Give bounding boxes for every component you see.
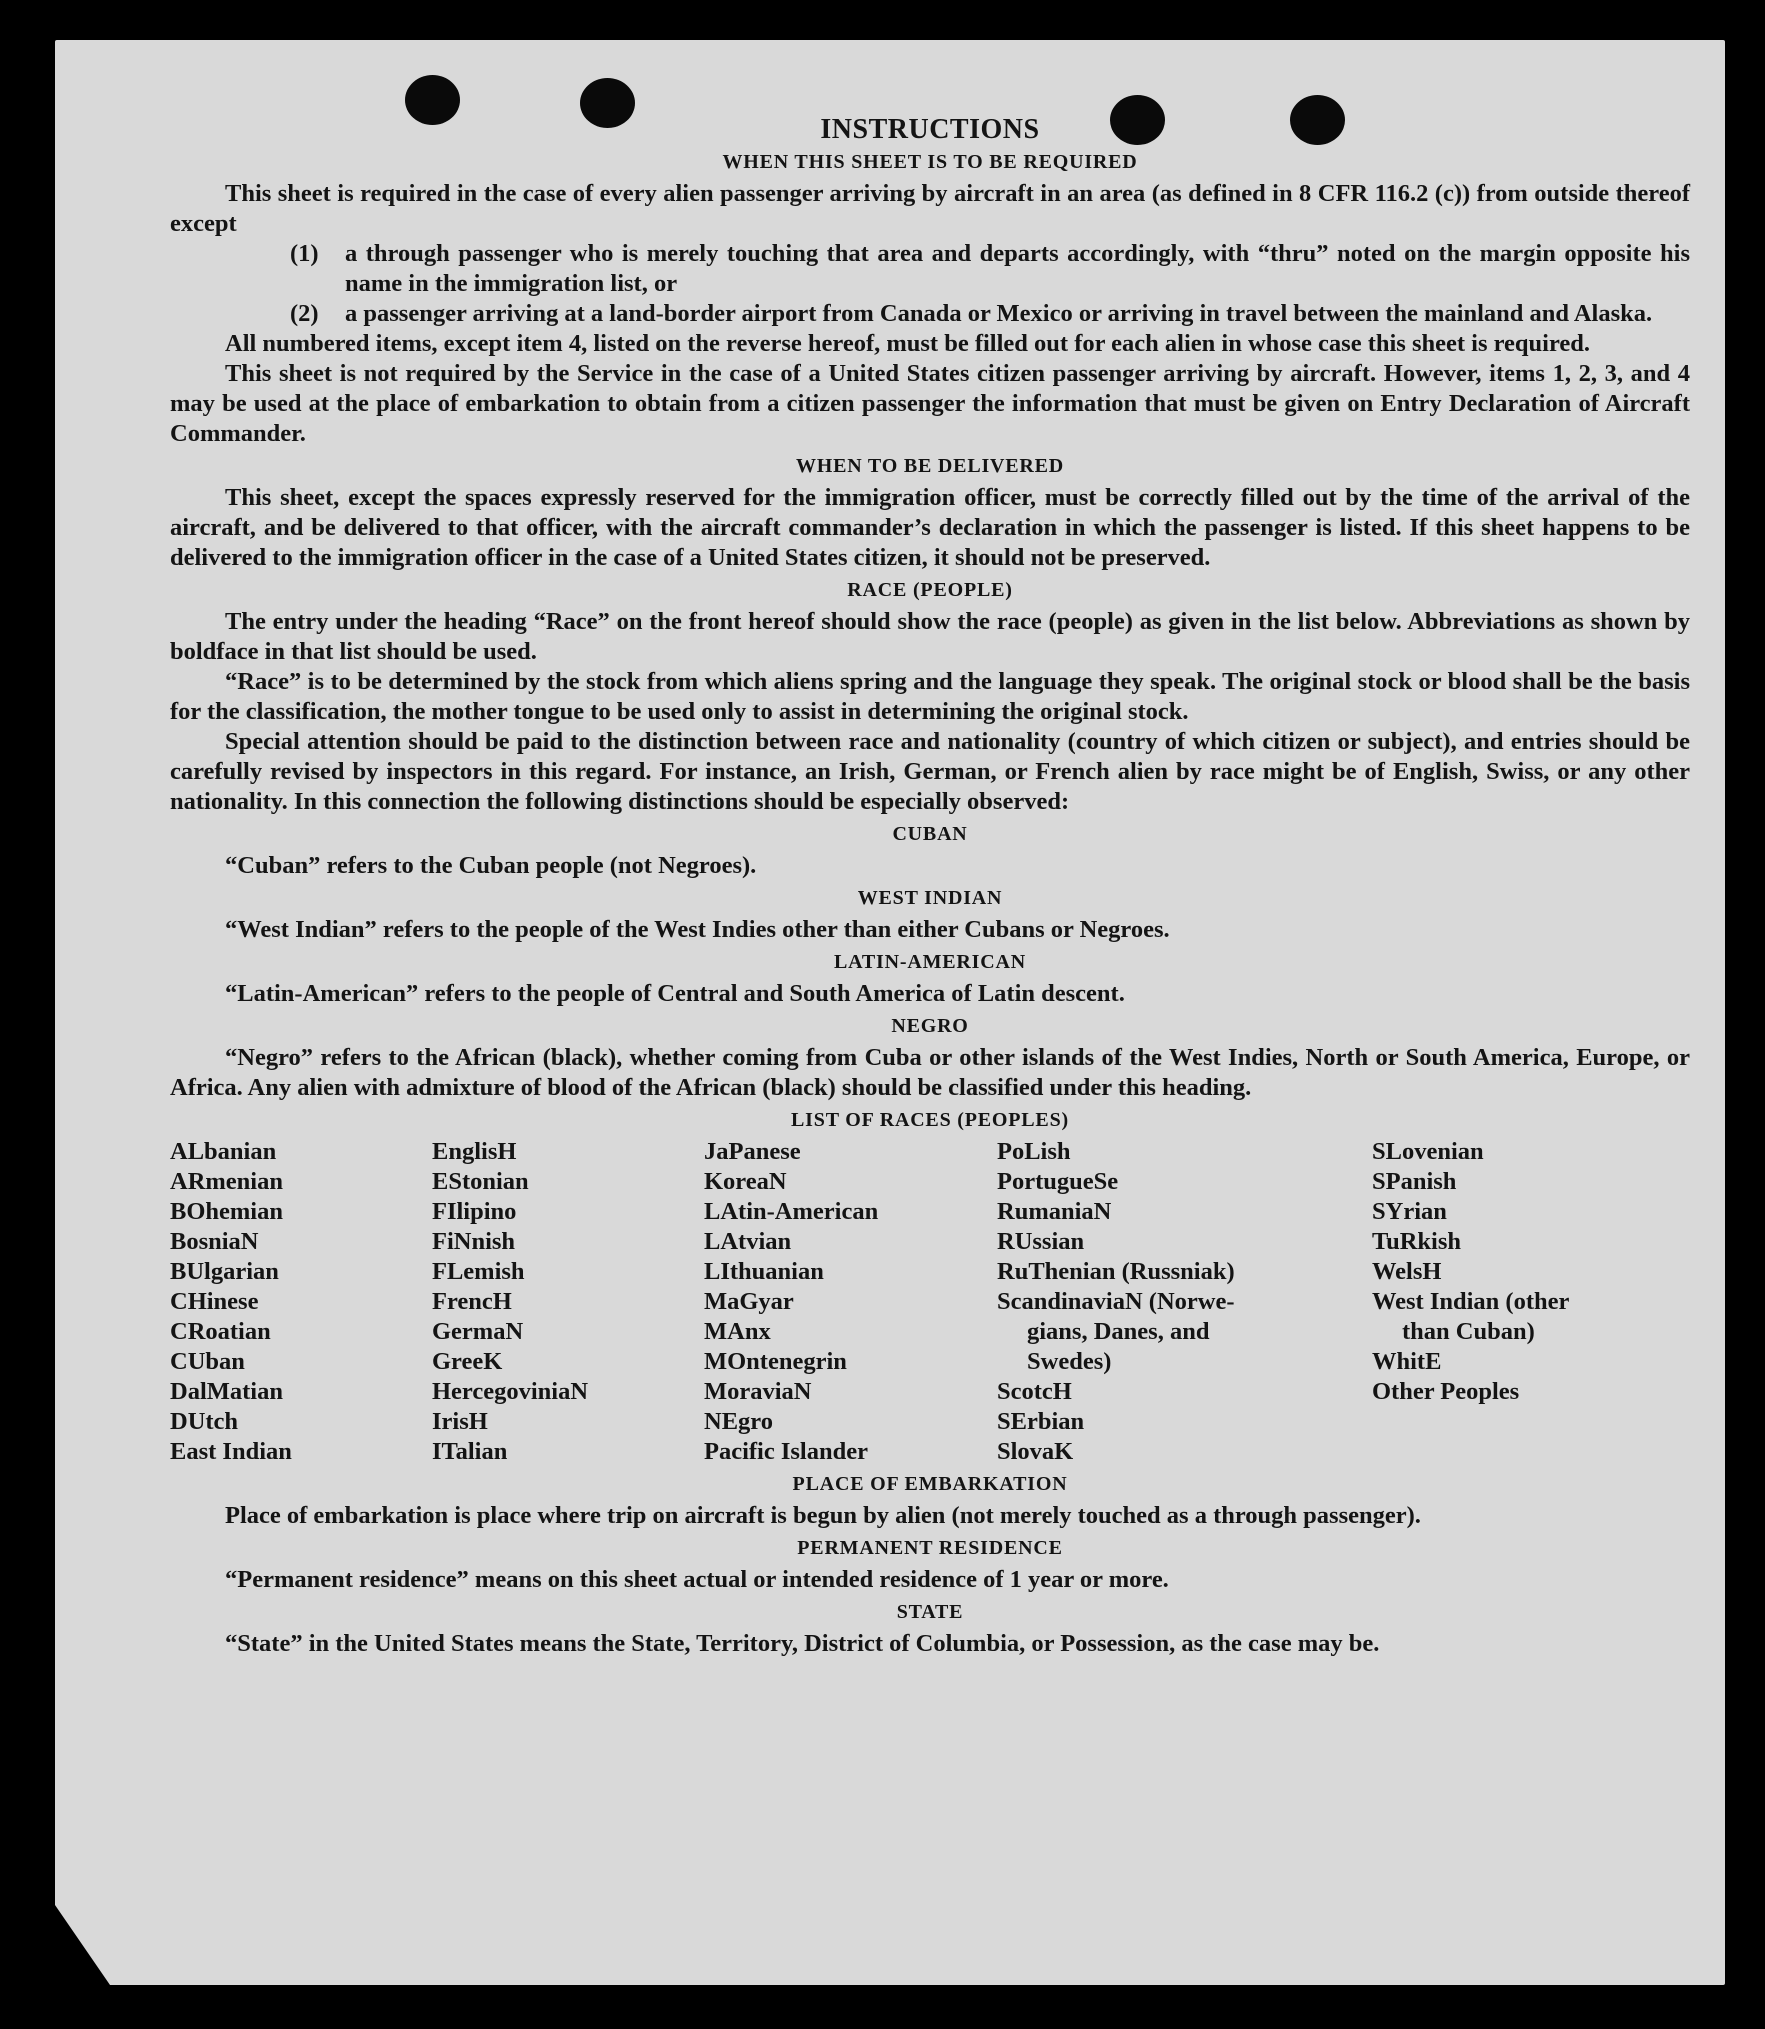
race-entry: SYrian [1372,1198,1447,1225]
race-entry: CRoatian [170,1318,271,1345]
race-entry: WelsH [1372,1258,1442,1285]
instructions-body [170,115,1690,1659]
race-entry: FIlipino [432,1198,517,1225]
race-entry: TuRkish [1372,1228,1462,1255]
race-entry: NEgro [704,1408,773,1435]
paragraph: “Negro” refers to the African (black), whether coming from Cuba or other islands of the West Indies, North or South America, Europe, or Africa. Any alien with admixture of blood of the African (black) should be classified under this heading. [170,1044,1690,1101]
race-entry: PortugueSe [997,1168,1119,1195]
paragraph: “Cuban” refers to the Cuban people (not Negroes). [225,852,757,879]
paragraph: The entry under the heading “Race” on the front hereof should show the race (people) as given in the list below. Abbreviations as shown by boldface in that list should be used. [170,608,1690,665]
race-entry: gians, Danes, and [1027,1318,1210,1345]
race-entry: Swedes) [1027,1348,1112,1375]
section-heading: PLACE OF EMBARKATION [792,1473,1068,1495]
race-entry: LAtvian [704,1228,792,1255]
paragraph: This sheet is required in the case of every alien passenger arriving by aircraft in an area (as defined in 8 CFR 116.2 (c)) from outside thereof except [170,180,1690,237]
item-number: (2) [290,300,319,327]
race-entry: MoraviaN [704,1378,812,1405]
race-entry: HercegoviniaN [432,1378,589,1405]
race-entry: RUssian [997,1228,1085,1255]
race-column [997,1137,1372,1467]
race-entry: CUban [170,1348,245,1375]
section-heading: RACE (PEOPLE) [847,579,1013,601]
race-entry: RumaniaN [997,1198,1112,1225]
race-column [432,1137,704,1467]
race-entry: BOhemian [170,1198,283,1225]
paragraph: “Race” is to be determined by the stock from which aliens spring and the language they speak. The original stock or blood shall be the basis for the classification, the mother tongue to be used only to assist in determining the original stock. [170,668,1690,725]
race-entry: SErbian [997,1408,1085,1435]
race-entry: ITalian [432,1438,508,1465]
section-heading: STATE [896,1601,964,1623]
section-heading: WHEN TO BE DELIVERED [795,455,1065,477]
race-entry: ARmenian [170,1168,283,1195]
race-entry: SlovaK [997,1438,1074,1465]
race-column [170,1137,432,1467]
paragraph: Special attention should be paid to the distinction between race and nationality (country of which citizen or subject), and entries should be carefully revised by inspectors in this regard. For instance, an Irish, German, or French alien by race might be of English, Swiss, or any other nationality. In this connection the following distinctions should be especially observed: [170,728,1690,815]
race-entry: GreeK [432,1348,503,1375]
race-entry: Pacific Islander [704,1438,868,1465]
section-heading: NEGRO [891,1015,969,1037]
race-entry: LAtin-American [704,1198,879,1225]
list-item [170,299,1690,329]
section-heading: LATIN-AMERICAN [834,951,1026,973]
folded-corner [55,1905,110,1985]
item-text: a passenger arriving at a land-border airport from Canada or Mexico or arriving in travel between the mainland and Alaska. [345,300,1653,327]
race-entry: CHinese [170,1288,259,1315]
section-heading: WHEN THIS SHEET IS TO BE REQUIRED [722,151,1138,173]
race-entry: GermaN [432,1318,524,1345]
race-entry: BUlgarian [170,1258,279,1285]
paragraph: “State” in the United States means the State, Territory, District of Columbia, or Possession, as the case may be. [225,1630,1380,1657]
race-entry: WhitE [1372,1348,1442,1375]
paragraph: All numbered items, except item 4, listed on the reverse hereof, must be filled out for each alien in whose case this sheet is required. [225,330,1591,357]
list-item [170,239,1690,299]
race-entry: EnglisH [432,1138,517,1165]
race-entry: ALbanian [170,1138,277,1165]
race-entry: FiNnish [432,1228,516,1255]
race-entry: JaPanese [704,1138,801,1165]
paragraph: “West Indian” refers to the people of the West Indies other than either Cubans or Negroes. [225,916,1170,943]
race-entry: than Cuban) [1402,1318,1535,1345]
paragraph: This sheet is not required by the Service in the case of a United States citizen passenger arriving by aircraft. However, items 1, 2, 3, and 4 may be used at the place of embarkation to obtain from a citizen passenger the information that must be given on Entry Declaration of Aircraft Commander. [170,360,1690,447]
race-entry: BosniaN [170,1228,259,1255]
race-entry: Other Peoples [1372,1378,1520,1405]
section-heading: CUBAN [892,823,968,845]
race-entry: IrisH [432,1408,488,1435]
race-entry: KoreaN [704,1168,787,1195]
race-entry: MaGyar [704,1288,794,1315]
paragraph: This sheet, except the spaces expressly reserved for the immigration officer, must be correctly filled out by the time of the arrival of the aircraft, and be delivered to that officer, with the aircraft commander’s declaration in which the passenger is listed. If this sheet happens to be delivered to the immigration officer in the case of a United States citizen, it should not be preserved. [170,484,1690,571]
item-text: a through passenger who is merely touching that area and departs accordingly, with “thru” noted on the margin opposite his name in the immigration list, or [345,240,1690,297]
race-entry: East Indian [170,1438,292,1465]
race-entry: SPanish [1372,1168,1457,1195]
section-heading: PERMANENT RESIDENCE [797,1537,1063,1559]
paragraph: “Permanent residence” means on this sheet actual or intended residence of 1 year or more. [225,1566,1169,1593]
section-heading: WEST INDIAN [857,887,1003,909]
race-entry: FLemish [432,1258,525,1285]
race-entry: West Indian (other [1372,1288,1570,1315]
race-entry: MAnx [704,1318,771,1345]
race-entry: DalMatian [170,1378,283,1405]
race-list [170,1137,1690,1467]
item-number: (1) [290,240,319,267]
race-entry: ScotcH [997,1378,1072,1405]
paragraph: “Latin-American” refers to the people of Central and South America of Latin descent. [225,980,1125,1007]
section-heading: LIST OF RACES (PEOPLES) [791,1109,1069,1131]
race-entry: RuThenian (Russniak) [997,1258,1235,1285]
race-column [1372,1137,1690,1467]
race-column [704,1137,997,1467]
race-entry: DUtch [170,1408,239,1435]
paragraph: Place of embarkation is place where trip on aircraft is begun by alien (not merely touched as a through passenger). [225,1502,1421,1529]
race-entry: EStonian [432,1168,529,1195]
race-entry: LIthuanian [704,1258,824,1285]
race-entry: PoLish [997,1138,1071,1165]
race-entry: MOntenegrin [704,1348,847,1375]
document-sheet [55,40,1725,1985]
page-title: INSTRUCTIONS [820,114,1040,145]
race-entry: ScandinaviaN (Norwe- [997,1288,1235,1315]
race-entry: FrencH [432,1288,512,1315]
race-entry: SLovenian [1372,1138,1484,1165]
